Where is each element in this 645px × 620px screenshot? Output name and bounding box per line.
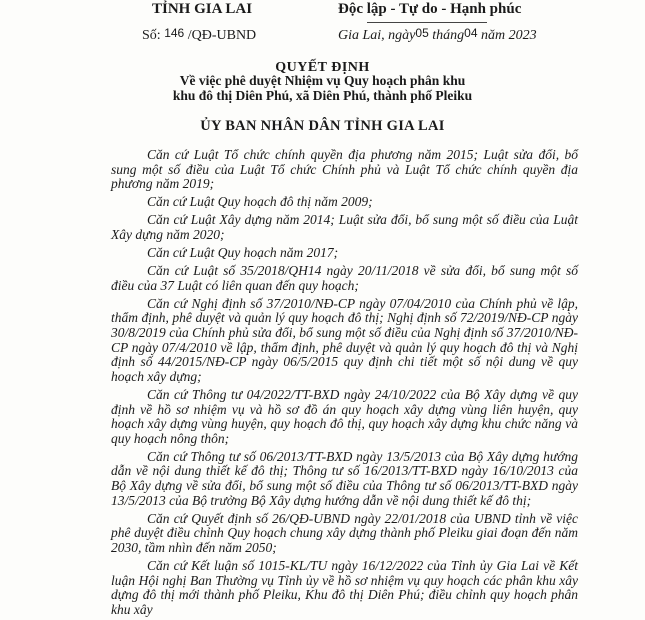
number-suffix: /QĐ-UBND: [187, 28, 257, 43]
paragraph: Căn cứ Quyết định số 26/QĐ-UBND ngày 22/01/2018 của UBND tỉnh về việc phê duyệt điều chỉnh Quy hoạch chung xây dựng thành phố Pleiku giai đoạn đến năm 2030, tầm nhìn đến năm 2050;: [111, 510, 578, 555]
paragraph: Căn cứ Thông tư số 06/2013/TT-BXD ngày 13/5/2013 của Bộ Xây dựng hướng dẫn về nội dung thiết kế đô thị; Thông tư số 16/2013/TT-BXD ngày 16/10/2013 của Bộ Xây dựng về sửa đổi, bổ sung một số điều của Thông tư số 06/2013/TT-BXD ngày 13/5/2013 của Bộ trưởng Bộ Xây dựng hướng dẫn về nội dung thiết kế đô thị;: [111, 448, 578, 508]
month-value: 04: [464, 26, 478, 40]
paragraph: Căn cứ Luật Xây dựng năm 2014; Luật sửa đổi, bổ sung một số điều của Luật Xây dựng năm 2020;: [111, 212, 578, 242]
issuing-authority: ỦY BAN NHÂN DÂN TỈNH GIA LAI: [200, 118, 445, 134]
place-and-date: [338, 26, 537, 44]
paragraph: Căn cứ Luật Quy hoạch năm 2017;: [147, 245, 339, 261]
number-value: 146: [164, 26, 185, 40]
number-label: Số:: [142, 28, 161, 43]
paragraph: Căn cứ Nghị định số 37/2010/NĐ-CP ngày 07/04/2010 của Chính phủ về lập, thẩm định, phê duyệt và quản lý quy hoạch đô thị; Nghị định số 72/2019/NĐ-CP ngày 30/8/2019 của Chính phủ sửa đổi, bổ sung một số điều của Nghị định số 37/2010/NĐ-CP ngày 07/4/2010 về lập, thẩm định, phê duyệt và quản lý quy hoạch đô thị và Nghị định số 44/2015/NĐ-CP ngày 06/5/2015 quy định chi tiết một số nội dung về quy hoạch xây dựng;: [111, 295, 578, 384]
legal-basis-body: [111, 148, 578, 620]
paragraph: Căn cứ Thông tư 04/2022/TT-BXD ngày 24/10/2022 của Bộ Xây dựng về quy định về hồ sơ nhiệm vụ và hồ sơ đồ án quy hoạch xây dựng vùng liên huyện, quy hoạch xây dựng vùng huyện, quy hoạch đô thị, quy hoạch xây dựng khu chức năng và quy hoạch nông thôn;: [111, 386, 578, 446]
day-value: 05: [415, 26, 429, 40]
motto-underline: [367, 22, 487, 23]
year-text: năm 2023: [481, 28, 537, 43]
province-name: TỈNH GIA LAI: [152, 1, 253, 17]
paragraph: Căn cứ Luật Tổ chức chính quyền địa phương năm 2015; Luật sửa đổi, bổ sung một số điều của Luật Tổ chức Chính phủ và Luật Tổ chức chính quyền địa phương năm 2019;: [111, 147, 578, 192]
month-label: tháng: [432, 28, 465, 43]
national-motto: Độc lập - Tự do - Hạnh phúc: [338, 1, 522, 17]
paragraph: Căn cứ Luật số 35/2018/QH14 ngày 20/11/2018 về sửa đổi, bổ sung một số điều của 37 Luật có liên quan đến quy hoạch;: [111, 263, 578, 293]
paragraph: Căn cứ Luật Quy hoạch đô thị năm 2009;: [147, 194, 373, 210]
document-number: [142, 26, 256, 44]
document-type-title: QUYẾT ĐỊNH: [275, 60, 370, 75]
paragraph: Căn cứ Kết luận số 1015-KL/TU ngày 16/12/2022 của Tỉnh ủy Gia Lai về Kết luận Hội nghị Ban Thường vụ Tỉnh ủy về hồ sơ nhiệm vụ quy hoạch các phân khu xây dựng đô thị mới thành phố Pleiku, Khu đô thị Diên Phú; điều chỉnh quy hoạch phân khu xây: [111, 557, 578, 617]
subject-line-2: khu đô thị Diên Phú, xã Diên Phú, thành phố Pleiku: [172, 88, 473, 103]
subject-line-1: Về việc phê duyệt Nhiệm vụ Quy hoạch phân khu: [179, 73, 466, 88]
place-date-prefix: Gia Lai, ngày: [338, 28, 416, 43]
